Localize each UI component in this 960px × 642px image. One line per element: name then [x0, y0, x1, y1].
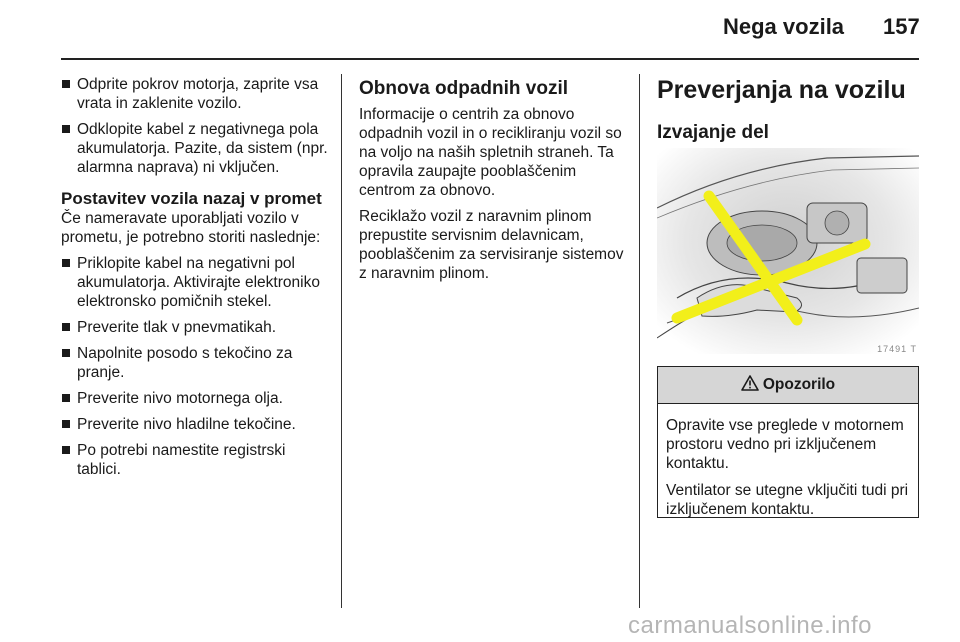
column-3	[657, 75, 919, 145]
header-title: Nega vozila	[723, 14, 845, 39]
bullet-list	[61, 254, 333, 479]
list-item: Priklopite kabel na negativni pol akumulatorja. Aktivirajte elektroniko elektronsko pomičnih stekel.	[61, 254, 333, 311]
warning-header	[658, 367, 918, 404]
page-number: 157	[883, 14, 920, 39]
list-item: Odprite pokrov motorja, zaprite vsa vrata in zaklenite vozilo.	[61, 75, 333, 113]
paragraph: Ventilator se utegne vključiti tudi pri izključenem kontaktu.	[666, 482, 909, 518]
list-item: Po potrebi namestite registrski tablici.	[61, 441, 333, 479]
column-1	[61, 75, 333, 486]
figure-label: 17491 T	[877, 344, 917, 354]
paragraph: Opravite vse preglede v motornem prostoru vedno pri izključenem kontaktu.	[666, 417, 904, 472]
column-divider	[341, 74, 342, 608]
warning-box	[657, 366, 919, 518]
paragraph: Informacije o centrih za obnovo odpadnih vozil in o recikliranju vozil so na voljo na naših spletnih straneh. Ta opravila zaupajte pooblaščenim centrom za obnovo.	[359, 106, 622, 199]
list-item: Preverite nivo motornega olja.	[61, 389, 333, 408]
list-item: Napolnite posodo s tekočino za pranje.	[61, 344, 333, 382]
paragraph: Reciklažo vozil z naravnim plinom prepustite servisnim delavnicam, pooblaščenim za servisiranje sistemov z naravnim plinom.	[359, 208, 624, 282]
engine-bay-figure	[657, 148, 919, 354]
list-item: Odklopite kabel z negativnega pola akumulatorja. Pazite, da sistem (npr. alarmna naprava) ni vključen.	[61, 120, 333, 177]
page-title: Preverjanja na vozilu	[657, 76, 906, 104]
page-header	[0, 0, 960, 60]
list-item: Preverite nivo hladilne tekočine.	[61, 415, 333, 434]
section-heading: Obnova odpadnih vozil	[359, 78, 568, 99]
subheading: Izvajanje del	[657, 122, 769, 143]
warning-title: Opozorilo	[762, 376, 836, 393]
watermark: carmanualsonline.info	[628, 612, 872, 639]
section-heading: Postavitev vozila nazaj v promet	[61, 189, 322, 208]
bullet-list-top	[61, 75, 333, 177]
engine-bay-illustration	[657, 148, 919, 354]
column-2	[359, 75, 631, 290]
warning-body	[658, 404, 918, 519]
header-rule	[61, 58, 919, 60]
paragraph: Če nameravate uporabljati vozilo v prometu, je potrebno storiti naslednje:	[61, 210, 321, 246]
warning-triangle-icon	[741, 375, 759, 396]
list-item: Preverite tlak v pnevmatikah.	[61, 318, 333, 337]
column-divider	[639, 74, 640, 608]
